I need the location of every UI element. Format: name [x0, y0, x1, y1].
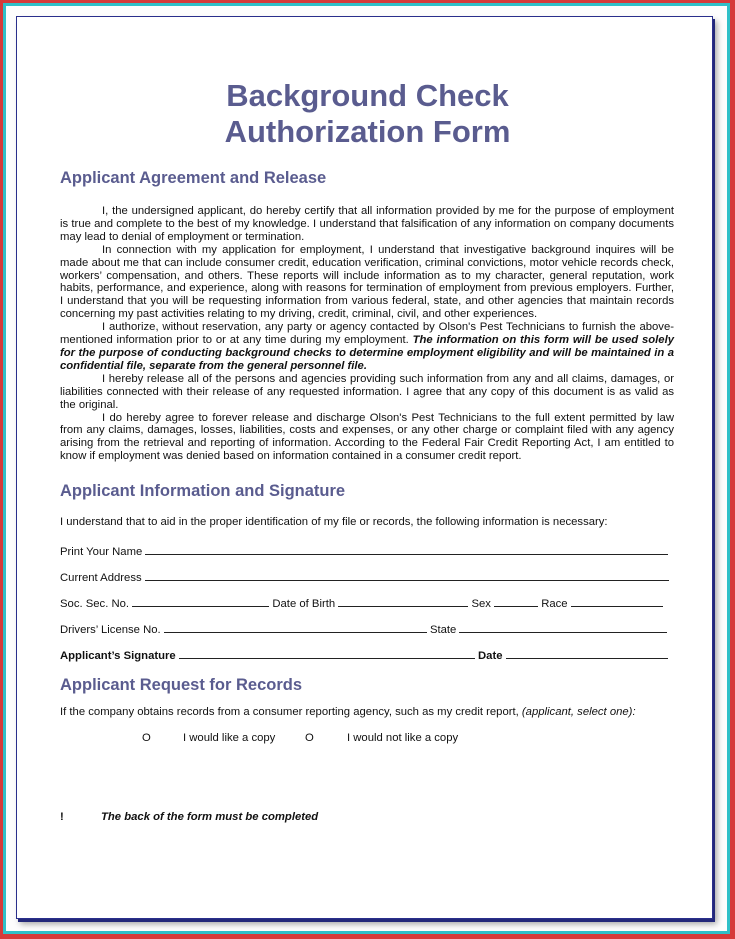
document-page: [16, 16, 713, 919]
print-name-label: Print Your Name: [60, 546, 143, 558]
date-label: Date: [478, 650, 503, 662]
form-title-line-2: Authorization Form: [224, 114, 511, 149]
agreement-paragraph-5: I do hereby agree to forever release and discharge Olson's Pest Technicians to the full extent permitted by law from any claims, damages, losses, liabilities, costs and expenses, or any other charge or complaint filed with any agency arising from the retrieval and reporting of information. According to the Federal Fair Credit Reporting Act, I am entitled to know if employment was denied based on information contained in a consumer credit report.: [60, 411, 674, 463]
agreement-paragraph-3-text: I authorize, without reservation, any party or agency contacted by Olson's Pest Technicians to furnish the above-mentioned information prior to or at any time during my employment.: [60, 321, 674, 347]
date-field[interactable]: [506, 648, 668, 659]
signature-field[interactable]: [179, 648, 475, 659]
sex-field[interactable]: [494, 596, 538, 607]
ssn-row: [60, 596, 674, 610]
license-row: [60, 622, 674, 636]
no-copy-radio[interactable]: O: [305, 732, 314, 744]
back-of-form-note: The back of the form must be completed: [101, 811, 319, 823]
agreement-paragraph-3: [60, 321, 674, 373]
no-copy-option-label: I would not like a copy: [347, 732, 459, 744]
race-field[interactable]: [571, 596, 663, 607]
records-intro: [60, 706, 674, 718]
warning-icon: !: [60, 811, 64, 823]
ssn-field[interactable]: [132, 596, 269, 607]
print-name-row: [60, 544, 674, 558]
state-label: State: [429, 624, 457, 636]
dob-field[interactable]: [338, 596, 468, 607]
license-label: Drivers’ License No.: [60, 624, 161, 636]
print-name-field[interactable]: [145, 544, 668, 555]
agreement-paragraph-1: I, the undersigned applicant, do hereby certify that all information provided by me for the purpose of employment is true and complete to the best of my knowledge. I understand that falsification of any information on company documents may lead to denial of employment or termination.: [60, 205, 674, 243]
signature-label: Applicant’s Signature: [60, 650, 176, 662]
address-label: Current Address: [60, 572, 142, 584]
race-label: Race: [541, 598, 568, 610]
section-heading-agreement: Applicant Agreement and Release: [60, 169, 327, 187]
state-field[interactable]: [459, 622, 667, 633]
address-row: [60, 570, 674, 584]
form-title-line-1: Background Check: [226, 78, 509, 113]
dob-label: Date of Birth: [272, 598, 336, 610]
copy-radio[interactable]: O: [142, 732, 151, 744]
copy-option-label: I would like a copy: [183, 732, 276, 744]
agreement-paragraph-2: In connection with my application for employment, I understand that investigative background inquires will be made about me that can include consumer credit, education verification, criminal convictions, motor vehicle records check, workers’ compensation, and others. These reports will include information as to my character, general reputation, work habits, performance, and experience, along with reasons for termination of employment from previous employers. Further, I understand that you will be requesting information from various federal, state, and other agencies that maintain records concerning my past activities relating to my driving, credit, criminal, civil, and other experiences.: [60, 243, 674, 321]
ssn-label: Soc. Sec. No.: [60, 598, 130, 610]
section-heading-information: Applicant Information and Signature: [60, 482, 346, 500]
signature-row: [60, 648, 674, 662]
records-intro-text: If the company obtains records from a consumer reporting agency, such as my credit report,: [60, 706, 522, 718]
confidentiality-statement: The information on this form will be used solely for the purpose of conducting background checks to determine employment eligibility and will be maintained in a confidential file, separate from the general personnel file.: [60, 334, 675, 372]
records-intro-instruction: (applicant, select one):: [521, 706, 636, 718]
address-field[interactable]: [145, 570, 669, 581]
section-heading-records: Applicant Request for Records: [60, 676, 303, 694]
license-field[interactable]: [164, 622, 427, 633]
agreement-paragraph-4: I hereby release all of the persons and agencies providing such information from any and all claims, damages, or liabilities connected with their release of any requested information. I agree that any copy of this document is as valid as the original.: [60, 372, 674, 411]
sex-label: Sex: [471, 598, 491, 610]
information-intro: I understand that to aid in the proper identification of my file or records, the following information is necessary:: [60, 516, 608, 528]
agreement-body: [60, 205, 674, 463]
